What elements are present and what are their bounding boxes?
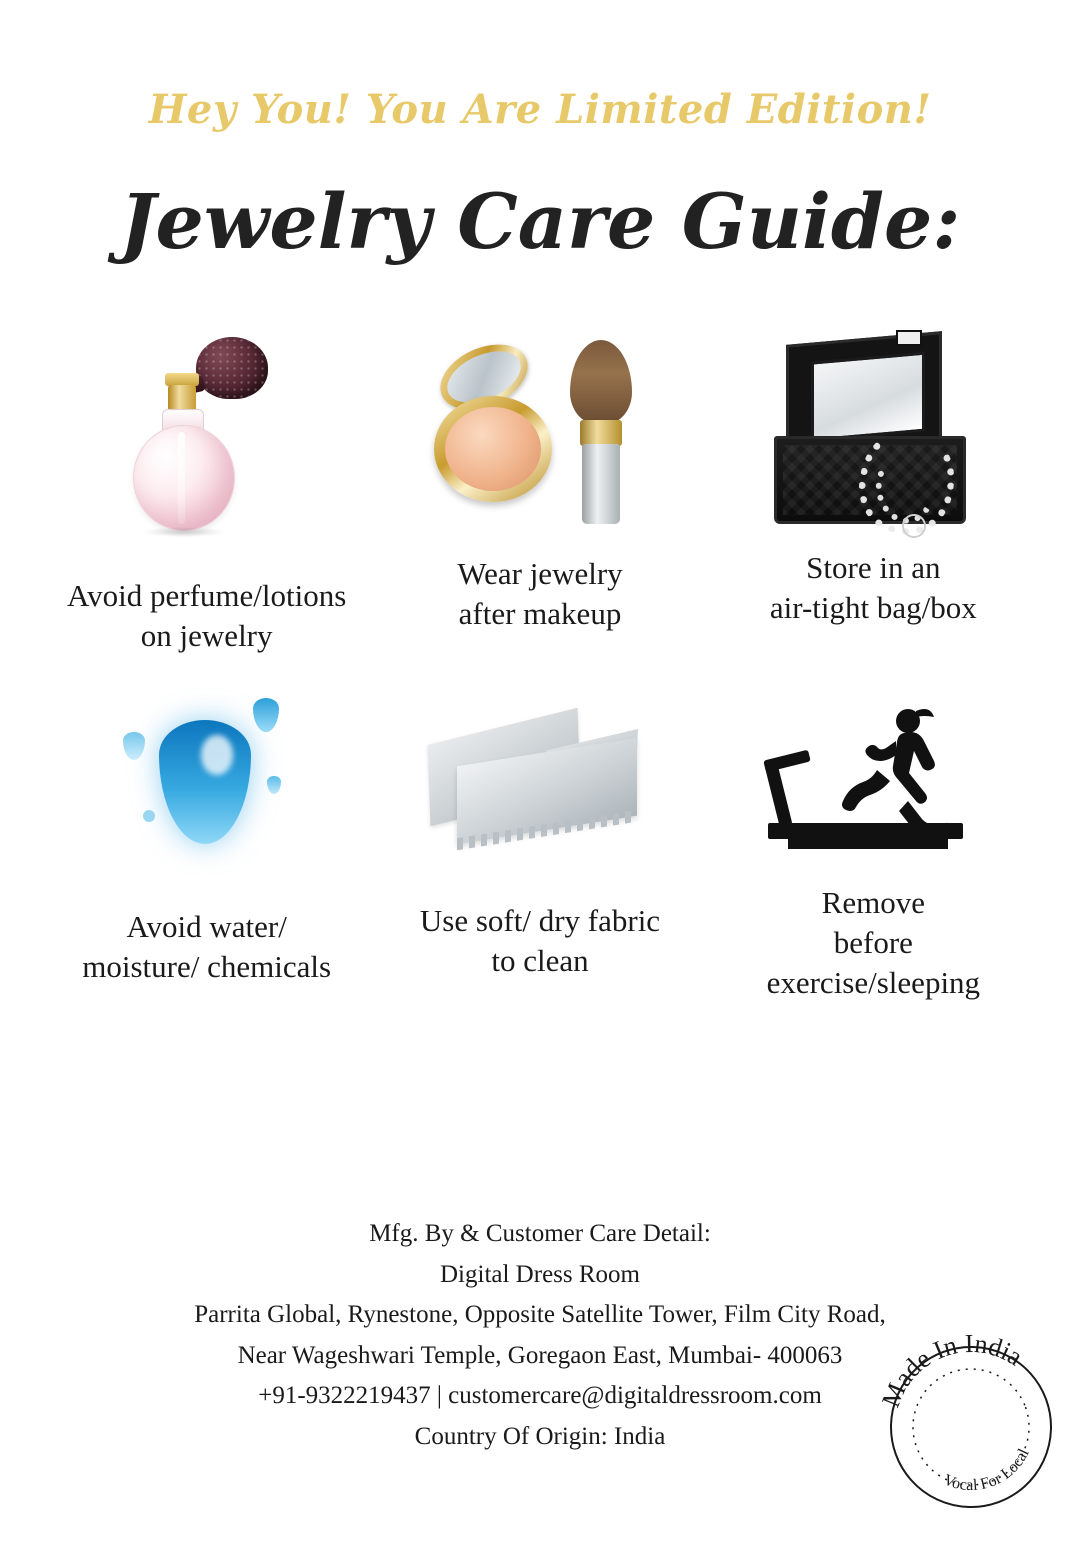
footer-line-address-1: Parrita Global, Rynestone, Opposite Satellite Tower, Film City Road, — [194, 1301, 886, 1328]
makeup-compact-brush-icon — [373, 324, 706, 554]
caption-line: Store in an — [806, 550, 941, 585]
caption-line: air-tight bag/box — [769, 590, 977, 626]
footer-line-address-2: Near Wageshwari Temple, Goregaon East, Mumbai- 400063 — [237, 1341, 843, 1369]
caption-line: moisture/ chemicals — [82, 948, 332, 984]
footer-line-company: Digital Dress Room — [440, 1260, 640, 1288]
perfume-bottle-icon — [40, 324, 373, 554]
treadmill-runner-icon — [707, 687, 1040, 887]
footer-line-origin: Country Of Origin: India — [414, 1422, 666, 1450]
care-tip-perfume — [40, 324, 373, 657]
care-tip-storage — [707, 324, 1040, 657]
caption-line: to clean — [491, 942, 589, 978]
caption-line: exercise/sleeping — [766, 965, 981, 1001]
caption-line: Remove — [821, 884, 925, 920]
care-tip-cloth — [373, 687, 706, 1004]
svg-text:Vocal For Local — [937, 1442, 1041, 1507]
care-tip-caption — [67, 576, 346, 657]
caption-line: before — [833, 924, 913, 960]
page-title: Jewelry Care Guide: — [119, 177, 961, 266]
water-drop-icon — [40, 687, 373, 887]
cleaning-cloth-icon — [373, 687, 706, 887]
caption-line: Wear jewelry — [457, 556, 623, 591]
caption-line: Use soft/ dry fabric — [419, 902, 661, 938]
care-tip-caption — [82, 907, 331, 988]
care-tip-caption — [420, 901, 660, 982]
caption-line: Avoid perfume/lotions — [67, 578, 347, 613]
care-tip-caption — [767, 883, 980, 1004]
jewelry-care-guide-page — [0, 86, 1080, 1526]
caption-line: on jewelry — [140, 618, 273, 654]
caption-line: after makeup — [458, 596, 622, 632]
caption-line: Avoid water/ — [126, 908, 287, 944]
footer-line-contact: +91-9322219437 | customercare@digitaldressroom.com — [258, 1382, 822, 1409]
care-tip-caption — [770, 548, 977, 629]
stamp-bottom-text: Vocal For Local — [940, 1446, 1033, 1495]
care-tip-water — [40, 687, 373, 1004]
footer-line-heading: Mfg. By & Customer Care Detail: — [369, 1220, 711, 1247]
jewelry-box-icon — [707, 324, 1040, 554]
care-tip-exercise — [707, 687, 1040, 1004]
care-tip-makeup — [373, 324, 706, 657]
page-tagline: Hey You! You Are Limited Edition! — [148, 86, 932, 133]
care-tip-caption — [457, 554, 622, 635]
stamp-top-text: Made In India — [876, 1328, 1028, 1412]
care-tips-grid — [0, 324, 1080, 1003]
